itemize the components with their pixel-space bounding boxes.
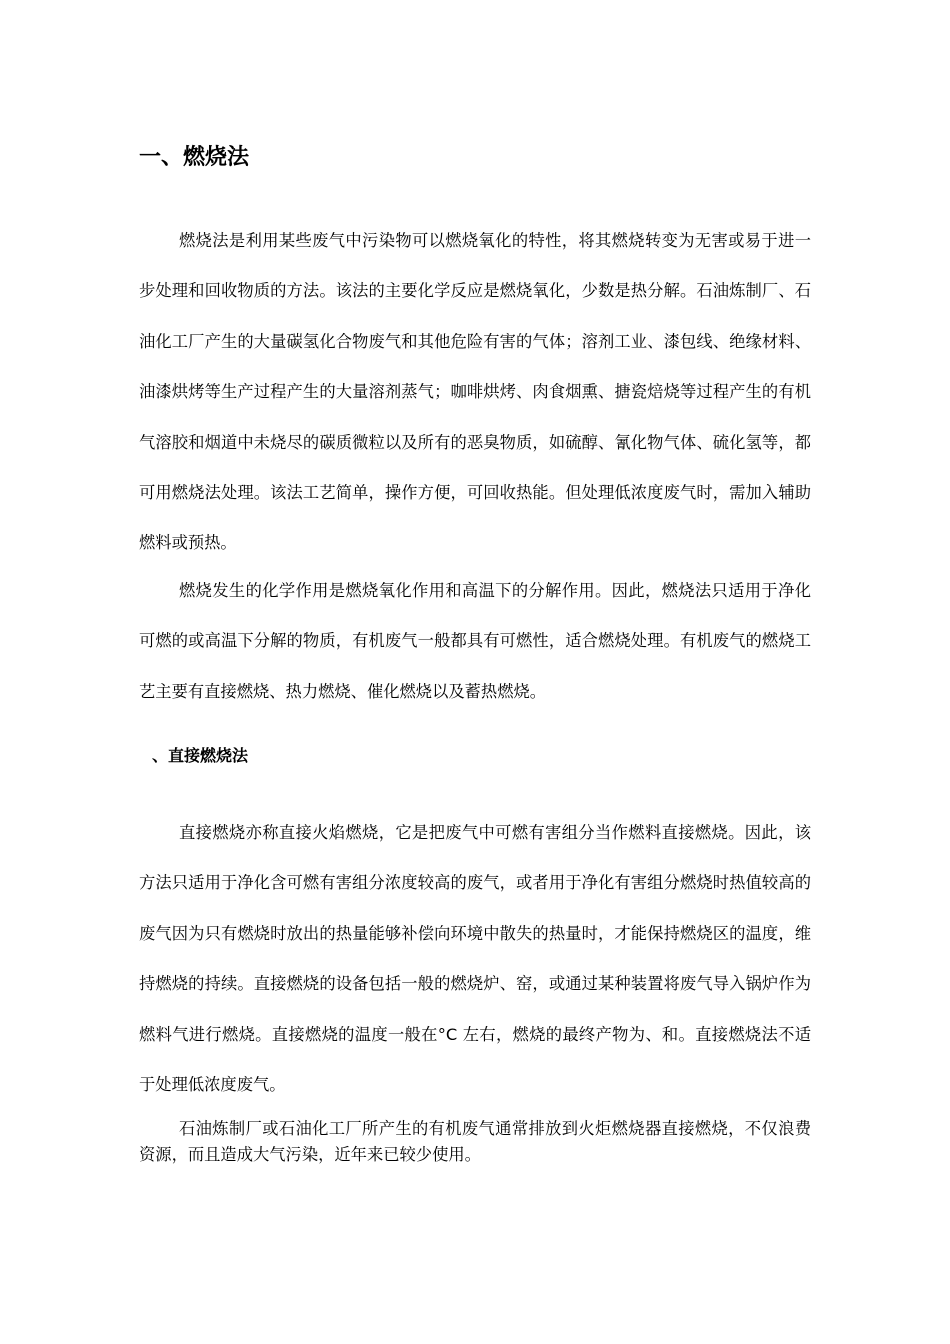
subsection-heading: 、直接燃烧法 [152,746,249,765]
section-paragraph-1: 直接燃烧亦称直接火焰燃烧，它是把废气中可燃有害组分当作燃料直接燃烧。因此，该方法只适用于净化含可燃有害组分浓度较高的废气，或者用于净化有害组分燃烧时热值较高的废气因为只有燃烧时放出的热量能够补偿向环境中散失的热量时，才能保持燃烧区的温度，维持燃烧的持续。直接燃烧的设备包括一般的燃烧炉、窑，或通过某种装置将废气导入锅炉作为燃料气进行燃烧。直接燃烧的温度一般在°C 左右，燃烧的最终产物为、和。直接燃烧法不适于处理低浓度废气。 [139,823,811,1095]
section-title: 一、燃烧法 [139,145,250,170]
section-paragraph-2: 石油炼制厂或石油化工厂所产生的有机废气通常排放到火炬燃烧器直接燃烧，不仅浪费资源，而且造成大气污染，近年来已较少使用。 [139,1119,811,1164]
intro-paragraph-1: 燃烧法是利用某些废气中污染物可以燃烧氧化的特性，将其燃烧转变为无害或易于进一步处理和回收物质的方法。该法的主要化学反应是燃烧氧化，少数是热分解。石油炼制厂、石油化工厂产生的大量碳氢化合物废气和其他危险有害的气体；溶剂工业、漆包线、绝缘材料、油漆烘烤等生产过程产生的大量溶剂蒸气；咖啡烘烤、肉食烟熏、搪瓷焙烧等过程产生的有机气溶胶和烟道中未烧尽的碳质微粒以及所有的恶臭物质，如硫醇、氰化物气体、硫化氢等，都可用燃烧法处理。该法工艺简单，操作方便，可回收热能。但处理低浓度废气时，需加入辅助燃料或预热。 [139,231,811,553]
intro-paragraph-2: 燃烧发生的化学作用是燃烧氧化作用和高温下的分解作用。因此，燃烧法只适用于净化可燃的或高温下分解的物质，有机废气一般都具有可燃性，适合燃烧处理。有机废气的燃烧工艺主要有直接燃烧、热力燃烧、催化燃烧以及蓄热燃烧。 [139,581,811,701]
